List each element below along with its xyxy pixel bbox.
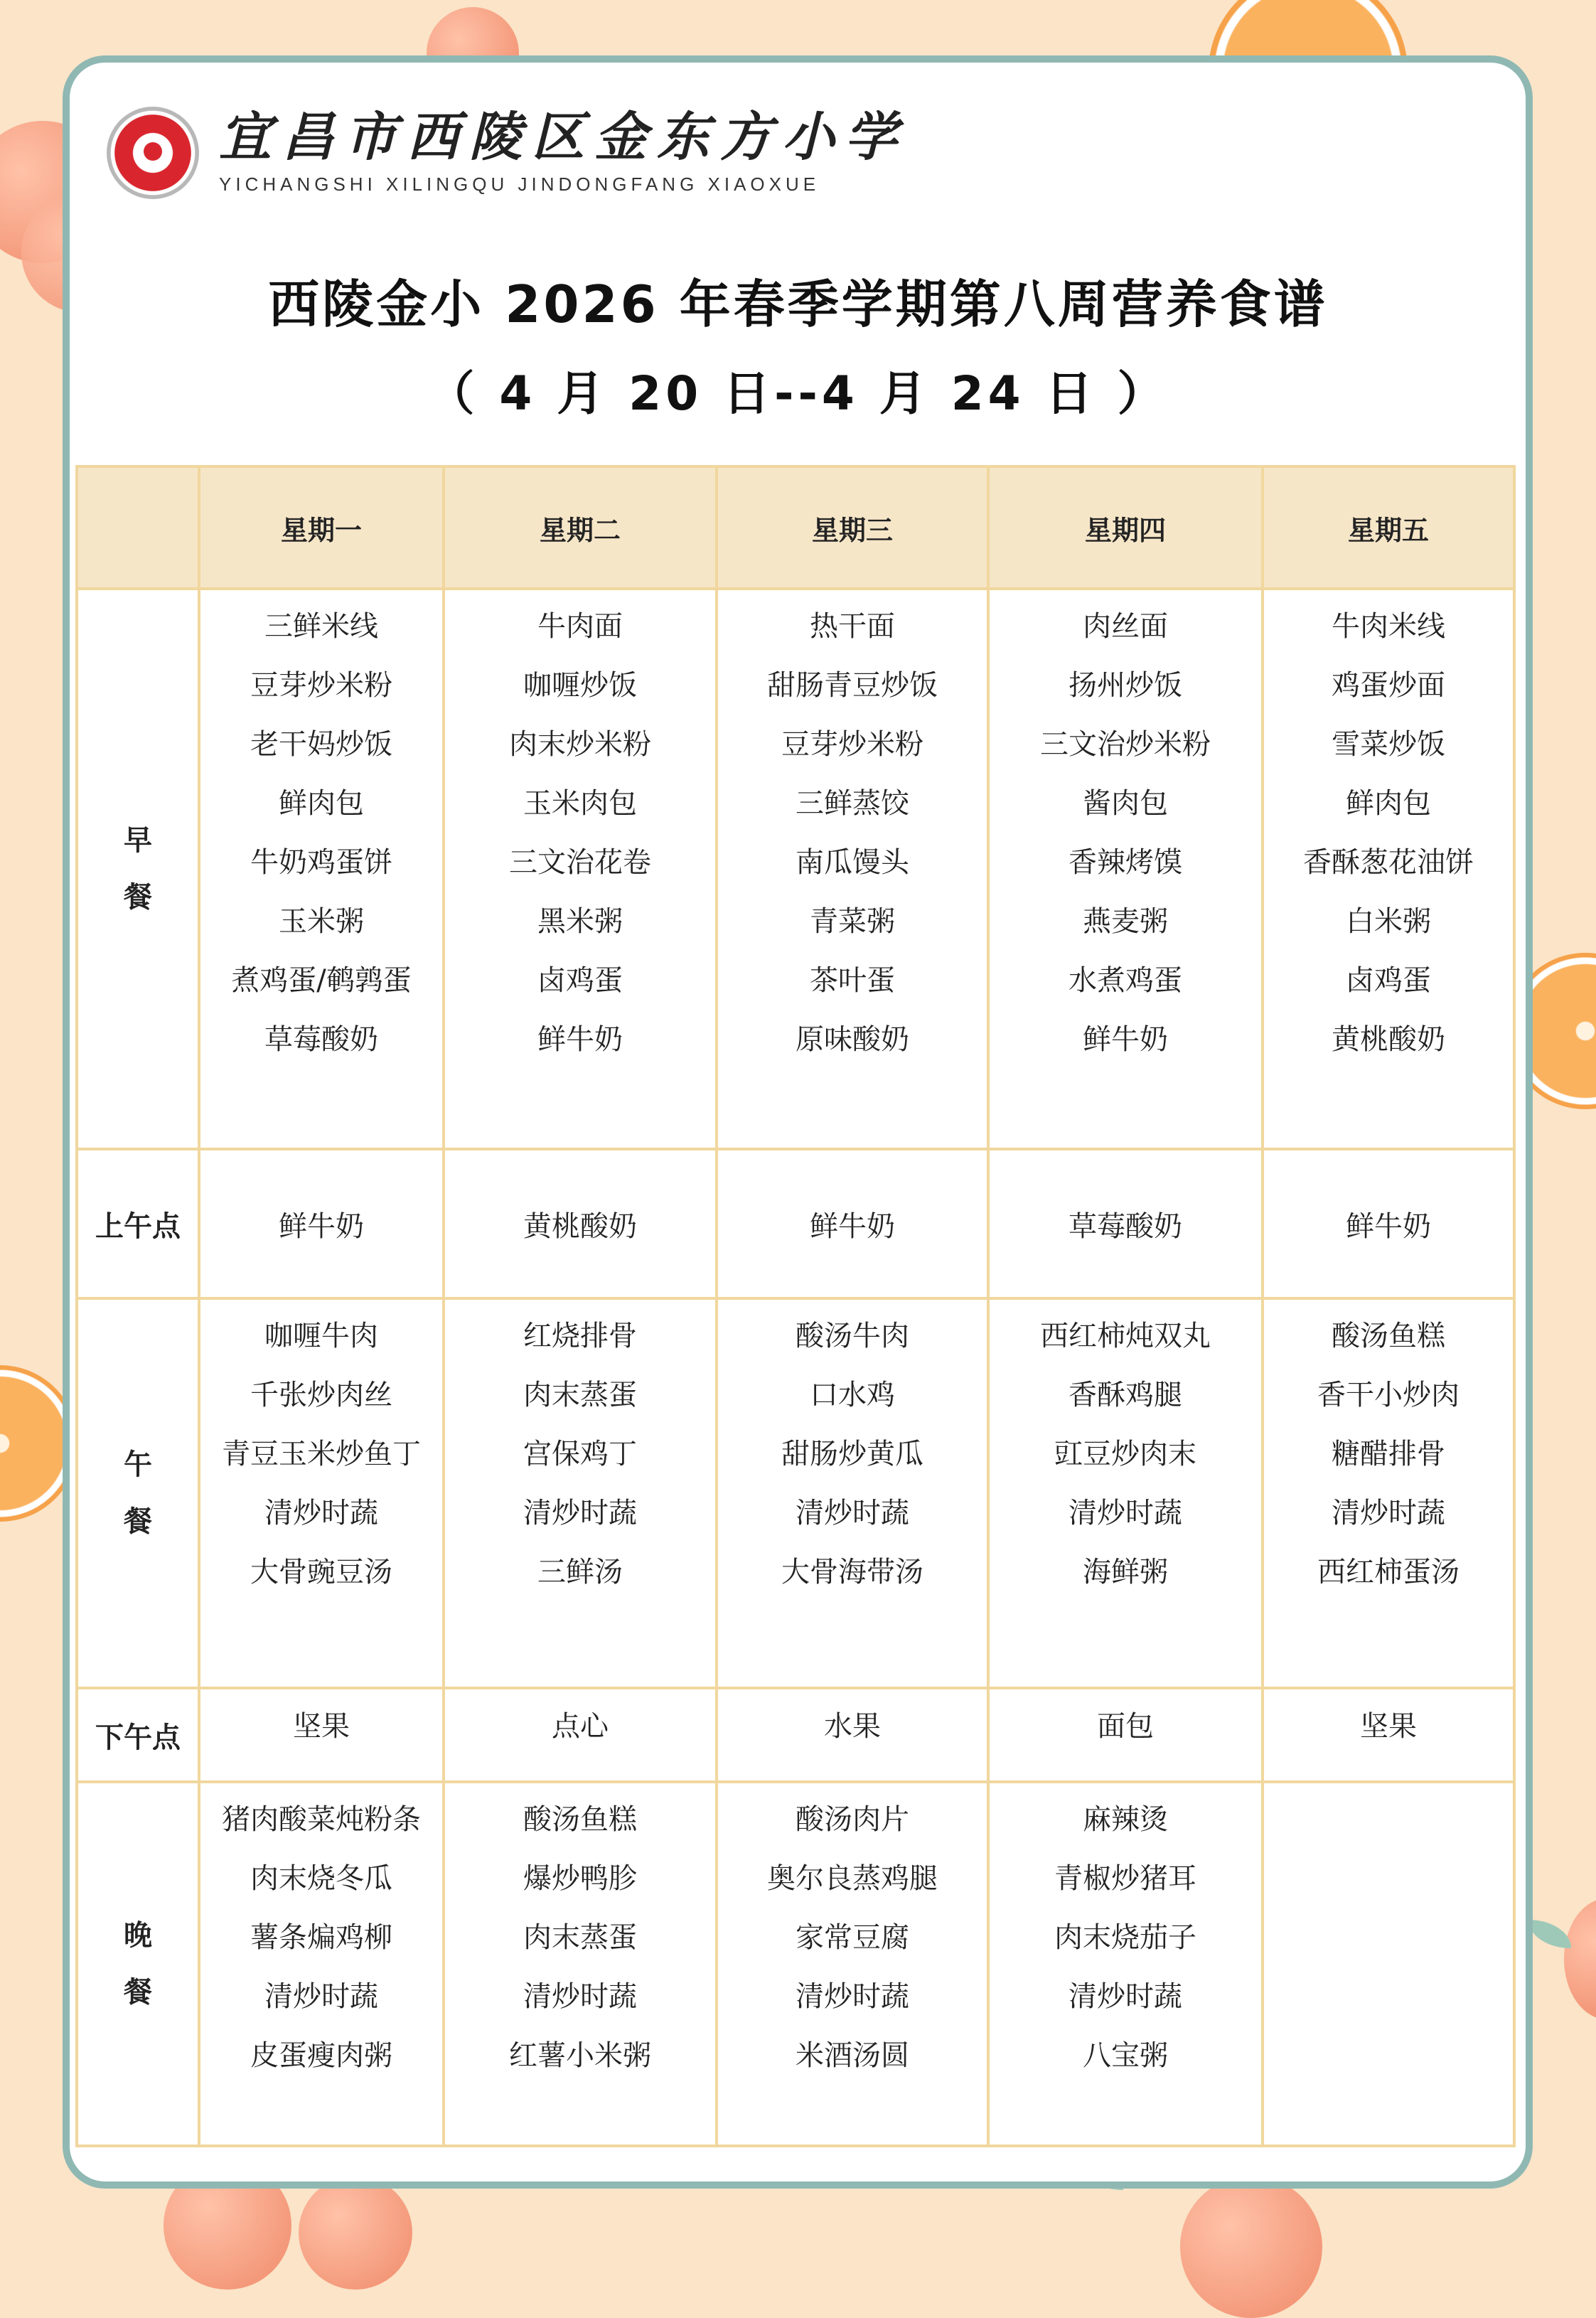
snack-item: 草莓酸奶 [1069, 1209, 1182, 1243]
snack-cell [1263, 1149, 1514, 1298]
dish-item: 肉末蒸蛋 [523, 1379, 637, 1411]
menu-cell [988, 589, 1263, 1149]
dish-item: 猪肉酸菜炖粉条 [222, 1803, 421, 1836]
dish-item: 香酥鸡腿 [1069, 1379, 1182, 1411]
dish-item: 家常豆腐 [796, 1921, 909, 1954]
dish-item: 扬州炒饭 [1069, 669, 1182, 702]
dish-item: 大骨豌豆汤 [250, 1556, 392, 1588]
dish-item: 黄桃酸奶 [1332, 1023, 1445, 1056]
meal-label-text: 早 餐 [124, 824, 152, 914]
snack-cell [717, 1688, 988, 1782]
peach-decoration [299, 2176, 412, 2290]
menu-cell [988, 1782, 1263, 2146]
dish-item: 肉末炒米粉 [509, 728, 651, 761]
dish-item: 鲜肉包 [1346, 787, 1431, 820]
meal-row-breakfast [77, 589, 1514, 1149]
dish-item: 煮鸡蛋/鹌鹑蛋 [231, 964, 412, 997]
school-name-cn: 宜昌市西陵区金东方小学 [219, 106, 907, 168]
meal-label-text: 午 餐 [124, 1448, 152, 1538]
snack-item: 黄桃酸奶 [523, 1209, 637, 1243]
dish-item: 卤鸡蛋 [537, 964, 623, 997]
dish-item: 口水鸡 [810, 1379, 895, 1411]
dish-item: 清炒时蔬 [1332, 1497, 1445, 1529]
dish-item: 酱肉包 [1083, 787, 1168, 820]
dish-item: 豆芽炒米粉 [781, 728, 923, 761]
dish-item: 三鲜蒸饺 [796, 787, 909, 820]
day-header: 星期五 [1263, 466, 1514, 589]
snack-item: 鲜牛奶 [279, 1209, 364, 1243]
corner-cell [77, 466, 199, 589]
dish-item: 豆芽炒米粉 [250, 669, 392, 702]
dish-item: 三文治花卷 [509, 846, 651, 879]
date-range: （ 4 月 20 日--4 月 24 日 ） [427, 366, 1169, 421]
dish-item: 白米粥 [1346, 905, 1431, 938]
snack-cell [199, 1688, 444, 1782]
menu-cell [717, 589, 988, 1149]
dish-item: 酸汤肉片 [796, 1803, 909, 1836]
day-header: 星期四 [988, 466, 1263, 589]
menu-cell [717, 1782, 988, 2146]
dish-item: 奥尔良蒸鸡腿 [767, 1862, 938, 1895]
dish-item: 香干小炒肉 [1317, 1379, 1460, 1411]
dish-item: 草莓酸奶 [264, 1023, 378, 1056]
meal-row-morning-snack [77, 1149, 1514, 1298]
dish-item: 麻辣烫 [1083, 1803, 1168, 1836]
dish-item: 酸汤牛肉 [796, 1320, 909, 1352]
dish-item: 鲜肉包 [279, 787, 364, 820]
meal-row-afternoon-snack [77, 1688, 1514, 1782]
dish-item: 千张炒肉丝 [250, 1379, 392, 1411]
dish-item: 黑米粥 [537, 905, 623, 938]
dish-item: 牛肉米线 [1332, 610, 1445, 643]
dish-item: 青椒炒猪耳 [1054, 1862, 1196, 1895]
peach-decoration [1180, 2176, 1322, 2318]
dish-item: 青豆玉米炒鱼丁 [222, 1438, 421, 1470]
school-name-en: YICHANGSHI XILINGQU JINDONGFANG XIAOXUE [219, 173, 820, 195]
dish-item: 海鲜粥 [1083, 1556, 1168, 1588]
snack-item: 水果 [824, 1710, 881, 1743]
dish-item: 燕麦粥 [1083, 905, 1168, 938]
dish-item: 皮蛋瘦肉粥 [250, 2039, 392, 2072]
dish-item: 水煮鸡蛋 [1069, 964, 1182, 997]
snack-item: 鲜牛奶 [810, 1209, 895, 1243]
day-header: 星期二 [444, 466, 717, 589]
peach-decoration [1564, 1898, 1596, 2019]
dish-item: 鲜牛奶 [1083, 1023, 1168, 1056]
dish-item: 清炒时蔬 [523, 1980, 637, 2013]
dish-item: 清炒时蔬 [796, 1980, 909, 2013]
leaf-decoration [1528, 1920, 1571, 1948]
dish-item: 热干面 [810, 610, 895, 643]
meal-label [77, 589, 199, 1149]
header-row [77, 466, 1514, 589]
meal-label-text: 晚 餐 [124, 1919, 152, 2009]
dish-item: 肉末蒸蛋 [523, 1921, 637, 1954]
dish-item: 老干妈炒饭 [250, 728, 392, 761]
menu-cell [1263, 589, 1514, 1149]
school-logo [107, 107, 199, 199]
dish-item: 香酥葱花油饼 [1303, 846, 1474, 879]
menu-cell [444, 589, 717, 1149]
dish-item: 清炒时蔬 [264, 1980, 378, 2013]
page-title: 西陵金小 2026 年春季学期第八周营养食谱 [268, 274, 1328, 334]
school-header [107, 107, 907, 199]
menu-cell [1263, 1298, 1514, 1688]
dish-item: 清炒时蔬 [1069, 1497, 1182, 1529]
dish-item: 红薯小米粥 [509, 2039, 651, 2072]
dish-item: 甜肠炒黄瓜 [781, 1438, 923, 1470]
dish-item: 咖喱牛肉 [264, 1320, 378, 1352]
dish-item: 茶叶蛋 [810, 964, 895, 997]
dish-item: 清炒时蔬 [1069, 1980, 1182, 2013]
dish-item: 酸汤鱼糕 [523, 1803, 637, 1836]
meal-label [77, 1688, 199, 1782]
dish-item: 糖醋排骨 [1332, 1438, 1445, 1470]
menu-cell [444, 1298, 717, 1688]
dish-item: 西红柿炖双丸 [1040, 1320, 1211, 1352]
dish-item: 米酒汤圆 [796, 2039, 909, 2072]
menu-cell [199, 1782, 444, 2146]
dish-item: 香辣烤馍 [1069, 846, 1182, 879]
dish-item: 雪菜炒饭 [1332, 728, 1445, 761]
snack-cell [717, 1149, 988, 1298]
meal-row-lunch [77, 1298, 1514, 1688]
snack-cell [444, 1688, 717, 1782]
menu-cell [199, 1298, 444, 1688]
dish-item: 南瓜馒头 [796, 846, 909, 879]
menu-cell [199, 589, 444, 1149]
dish-item: 玉米粥 [279, 905, 364, 938]
snack-item: 鲜牛奶 [1346, 1209, 1431, 1243]
dish-item: 薯条煸鸡柳 [250, 1921, 392, 1954]
dish-item: 大骨海带汤 [781, 1556, 923, 1588]
meal-label [77, 1782, 199, 2146]
meal-row-dinner [77, 1782, 1514, 2146]
menu-cell [1263, 1782, 1514, 2146]
dish-item: 红烧排骨 [523, 1320, 637, 1352]
dish-item: 鸡蛋炒面 [1332, 669, 1445, 702]
snack-cell [199, 1149, 444, 1298]
dish-item: 爆炒鸭胗 [523, 1862, 637, 1895]
dish-item: 鲜牛奶 [537, 1023, 623, 1056]
dish-item: 豇豆炒肉末 [1054, 1438, 1196, 1470]
dish-item: 清炒时蔬 [523, 1497, 637, 1529]
dish-item: 酸汤鱼糕 [1332, 1320, 1445, 1352]
snack-item: 点心 [552, 1710, 609, 1743]
meal-label [77, 1149, 199, 1298]
dish-item: 咖喱炒饭 [523, 669, 637, 702]
snack-cell [1263, 1688, 1514, 1782]
snack-cell [988, 1149, 1263, 1298]
snack-item: 坚果 [1360, 1710, 1417, 1743]
dish-item: 八宝粥 [1083, 2039, 1168, 2072]
dish-item: 牛奶鸡蛋饼 [250, 846, 392, 879]
dish-item: 原味酸奶 [796, 1023, 909, 1056]
day-header: 星期三 [717, 466, 988, 589]
menu-cell [988, 1298, 1263, 1688]
dish-item: 宫保鸡丁 [523, 1438, 637, 1470]
dish-item: 三鲜米线 [264, 610, 378, 643]
menu-table [75, 465, 1516, 2147]
dish-item: 西红柿蛋汤 [1317, 1556, 1460, 1588]
dish-item: 肉末烧茄子 [1054, 1921, 1196, 1954]
dish-item: 卤鸡蛋 [1346, 964, 1431, 997]
snack-cell [444, 1149, 717, 1298]
dish-item: 肉末烧冬瓜 [250, 1862, 392, 1895]
meal-label-text: 上午点 [95, 1209, 181, 1243]
dish-item: 青菜粥 [810, 905, 895, 938]
snack-item: 面包 [1097, 1710, 1154, 1743]
meal-label [77, 1298, 199, 1688]
dish-item: 清炒时蔬 [796, 1497, 909, 1529]
menu-cell [444, 1782, 717, 2146]
dish-item: 牛肉面 [537, 610, 623, 643]
dish-item: 玉米肉包 [523, 787, 637, 820]
dish-item: 三鲜汤 [537, 1556, 623, 1588]
menu-cell [717, 1298, 988, 1688]
snack-cell [988, 1688, 1263, 1782]
meal-label-text: 下午点 [95, 1721, 181, 1754]
snack-item: 坚果 [293, 1710, 350, 1743]
dish-item: 清炒时蔬 [264, 1497, 378, 1529]
dish-item: 甜肠青豆炒饭 [767, 669, 938, 702]
dish-item: 肉丝面 [1083, 610, 1168, 643]
dish-item: 三文治炒米粉 [1040, 728, 1211, 761]
day-header: 星期一 [199, 466, 444, 589]
